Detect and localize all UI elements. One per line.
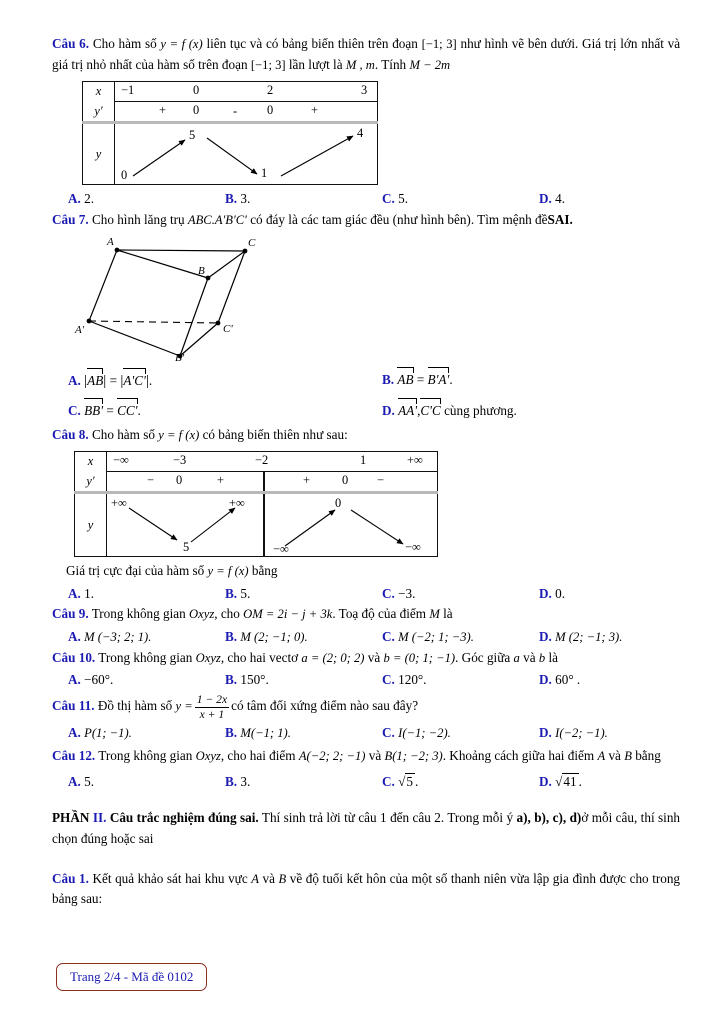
option-cau7-b-value: AB = B'A'.	[397, 372, 452, 387]
svg-text:A: A	[107, 236, 114, 249]
option-cau10-c-key: C.	[382, 672, 395, 688]
option-cau9-c-key: C.	[382, 628, 395, 644]
cau6-yvalue-1: 5	[189, 128, 196, 143]
part2-heading-tail: ở mỗi câu, thí sinh chọn đúng hoặc sai	[52, 810, 681, 846]
option-cau7-a[interactable]	[52, 370, 366, 393]
cau8-sign-row	[107, 472, 438, 493]
option-cau9-d-key: D.	[539, 628, 552, 644]
options-cau6	[52, 189, 680, 209]
cau6-expression: M − 2m	[409, 57, 451, 72]
prism-diagram	[52, 234, 332, 362]
cau11-text-before: Đồ thị hàm số	[97, 698, 173, 714]
cau8-signR-2: −	[377, 473, 384, 488]
cau8-yvalueL-1: 5	[183, 540, 190, 555]
svg-text:C: C	[248, 237, 256, 250]
option-cau10-b-key: B.	[225, 672, 238, 688]
cau8-xtick-4: +∞	[407, 453, 423, 468]
option-cau7-a-value: |AB| = |A'C'|.	[84, 373, 153, 390]
option-cau8-a[interactable]	[52, 584, 209, 604]
cau6-function: y = f (x)	[160, 37, 203, 51]
cau10-vector-a: a = (2; 0; 2)	[301, 650, 365, 665]
cau9-text-before: Trong không gian	[91, 606, 186, 622]
cau6-sign-0: +	[159, 103, 166, 118]
part2-q1-text-and: và	[262, 870, 275, 886]
cau10-space: Oxyz	[195, 650, 221, 665]
option-cau12-d[interactable]	[523, 772, 680, 792]
cau11-fraction-denominator: x + 1	[199, 707, 225, 721]
cau8-text-after: có bảng biến thiên như sau:	[202, 426, 348, 442]
option-cau12-d-key: D.	[539, 774, 552, 790]
option-cau6-d-key: D.	[539, 191, 552, 207]
cau11-text-after: có tâm đối xứng điểm nào sau đây?	[231, 698, 419, 714]
option-cau6-a[interactable]	[52, 189, 209, 209]
cau9-point: M	[429, 607, 440, 622]
option-cau6-a-key: A.	[68, 191, 81, 207]
part2-question-cau1	[52, 869, 680, 910]
cau10-symbol-b: b	[538, 650, 546, 665]
option-cau11-a-key: A.	[68, 724, 81, 740]
option-cau6-a-value: 2.	[84, 191, 95, 207]
cau8-xtick-1: −3	[173, 453, 187, 468]
question-cau11-stem	[52, 693, 680, 721]
cau11-function-y: y =	[175, 699, 193, 714]
option-cau10-a-key: A.	[68, 672, 81, 688]
cau6-graph-cell	[115, 123, 378, 185]
variation-table-cau6	[82, 81, 378, 185]
question-label-cau9: Câu 9.	[52, 606, 89, 622]
cau8-function: y = f (x)	[158, 427, 200, 442]
question-label-cau8: Câu 8.	[52, 426, 89, 442]
option-cau8-b[interactable]	[209, 584, 366, 604]
option-cau9-b[interactable]	[209, 627, 366, 647]
options-cau8	[52, 584, 680, 604]
cau8-prompt-before: Giá trị cực đại của hàm số	[66, 563, 205, 579]
part2-q1-region-b: B	[278, 871, 287, 886]
variation-table-cau8-row-y	[75, 493, 438, 557]
option-cau7-c[interactable]	[52, 401, 366, 421]
cau12-point-b: B(1; −2; 3)	[384, 748, 443, 763]
option-cau11-c[interactable]	[366, 723, 523, 743]
variation-table-cau8-row-yprime	[75, 472, 438, 493]
question-cau7-stem	[52, 210, 680, 231]
cau6-interval-2: [−1; 3]	[250, 57, 286, 72]
cau7-prism-name: ABC.A′B′C′	[187, 212, 247, 227]
cau10-text-after: . Góc giữa	[455, 649, 511, 665]
question-label-cau7: Câu 7.	[52, 211, 89, 227]
cau12-symbol-a: A	[597, 748, 606, 763]
option-cau7-b-key: B.	[382, 372, 395, 388]
cau6-text-tail: lần lượt là	[288, 56, 343, 72]
cau8-signL-1: 0	[176, 473, 183, 488]
cau10-text-and: và	[367, 649, 381, 665]
variation-table-cau6-row-y	[83, 123, 378, 185]
option-cau6-b[interactable]	[209, 189, 366, 209]
option-cau9-a[interactable]	[52, 627, 209, 647]
cau10-text-va: và	[523, 649, 536, 665]
cau12-text-after: . Khoảng cách giữa hai điểm	[442, 747, 595, 763]
cau8-yvalueR-0: −∞	[273, 542, 289, 557]
cau6-sign-1: 0	[193, 103, 200, 118]
option-cau6-d-value: 4.	[555, 191, 566, 207]
question-label-cau10: Câu 10.	[52, 649, 96, 665]
part2-q1-text-after: về độ tuổi kết hôn của một số thanh niên vừa lập gia đình được cho trong bảng sau:	[52, 870, 681, 907]
cau8-prompt	[66, 561, 680, 582]
cau8-yvalueR-1: 0	[335, 496, 342, 511]
option-cau12-a[interactable]	[52, 772, 209, 792]
option-cau11-b-key: B.	[225, 724, 238, 740]
variation-table-cau6-row-x	[83, 82, 378, 102]
option-cau11-a-value: P(1; −1).	[84, 725, 132, 740]
options-cau11	[52, 723, 680, 743]
cau8-yvalueL-2: +∞	[229, 496, 245, 511]
cau11-fraction-numerator: 1 − 2x	[196, 693, 228, 707]
prism-figure-cau7	[52, 234, 680, 364]
cau6-sign-2: -	[233, 104, 238, 119]
question-cau12-stem	[52, 746, 680, 767]
option-cau10-d[interactable]	[523, 670, 680, 690]
cau9-text-end: là	[443, 606, 453, 622]
option-cau8-a-value: 1.	[84, 585, 95, 601]
cau8-xtick-3: 1	[360, 453, 367, 468]
option-cau9-b-key: B.	[225, 628, 238, 644]
cau12-text-end: bằng	[635, 747, 661, 763]
option-cau10-c[interactable]	[366, 670, 523, 690]
option-cau7-d-value: AA',C'C cùng phương.	[398, 403, 517, 418]
cau9-text-after: . Toạ độ của điểm	[332, 606, 427, 622]
question-cau9-stem	[52, 604, 680, 625]
option-cau11-c-key: C.	[382, 724, 395, 740]
cau6-row-label-y: y	[83, 123, 115, 185]
cau6-xtick-0: −1	[121, 83, 135, 98]
cau6-sign-row	[115, 102, 378, 123]
option-cau11-c-value: I(−1; −2).	[398, 725, 451, 740]
cau7-text-after: có đáy là các tam giác đều (như hình bên). Tìm mệnh đề	[250, 211, 548, 227]
option-cau10-b-value: 150°.	[240, 672, 269, 688]
part2-heading-prefix: PHẦN	[52, 810, 90, 826]
options-cau7-row1	[52, 370, 680, 393]
cau8-signL-2: +	[217, 473, 224, 488]
cau6-row-label-x: x	[83, 82, 115, 102]
options-cau10	[52, 670, 680, 690]
cau6-yvalue-2: 1	[261, 166, 268, 181]
cau11-fraction	[195, 693, 229, 721]
cau6-sign-4: +	[311, 103, 318, 118]
option-cau6-c-value: 5.	[398, 191, 409, 207]
page-footer-badge	[56, 963, 207, 991]
option-cau9-d-value: M (2; −1; 3).	[555, 629, 623, 644]
cau6-text-mid: liên tục và có bảng biến thiên trên đoạn	[206, 36, 418, 51]
cau8-signR-0: +	[303, 473, 310, 488]
cau12-point-a: A(−2; 2; −1)	[298, 748, 366, 763]
option-cau6-d[interactable]	[523, 189, 680, 209]
cau9-expression: OM = 2i − j + 3k	[243, 607, 333, 622]
option-cau12-c[interactable]	[366, 772, 523, 792]
option-cau9-c[interactable]	[366, 627, 523, 647]
question-cau8-stem	[52, 425, 680, 446]
cau7-emphasis: SAI.	[547, 211, 573, 227]
cau6-text-after: như hình vẽ bên dưới. Giá trị lớn nhất và giá trị nhỏ nhất của hàm số trên đoạn	[52, 36, 681, 72]
cau8-x-ticks	[107, 452, 438, 472]
cau6-xtick-1: 0	[193, 83, 200, 98]
option-cau7-c-value: BB' = CC'.	[84, 403, 141, 418]
option-cau10-a[interactable]	[52, 670, 209, 690]
option-cau12-b[interactable]	[209, 772, 366, 792]
option-cau10-c-value: 120°.	[398, 672, 427, 688]
option-cau10-d-key: D.	[539, 672, 552, 688]
option-cau8-d-value: 0.	[555, 585, 566, 601]
cau10-text-mid: , cho hai vectơ	[220, 649, 299, 665]
cau8-prompt-after: bằng	[251, 563, 278, 579]
option-cau10-d-value: 60° .	[555, 672, 581, 688]
option-cau7-c-key: C.	[68, 402, 81, 418]
option-cau8-c-value: −3.	[398, 585, 416, 601]
cau6-text-end: . Tính	[374, 56, 407, 72]
question-label-cau12: Câu 12.	[52, 747, 96, 763]
cau6-xtick-2: 2	[267, 83, 274, 98]
cau7-text-before: Cho hình lăng trụ	[91, 211, 185, 227]
cau9-text-mid: , cho	[214, 606, 240, 622]
cau8-xtick-0: −∞	[113, 453, 129, 468]
cau6-text-before: Cho hàm số	[92, 36, 157, 51]
cau8-yvalueL-0: +∞	[111, 496, 127, 511]
option-cau11-d-value: I(−2; −1).	[555, 725, 608, 740]
cau8-graph-cell	[107, 493, 438, 557]
option-cau12-c-key: C.	[382, 774, 395, 790]
option-cau7-b[interactable]	[366, 370, 680, 393]
option-cau9-d[interactable]	[523, 627, 680, 647]
options-cau12	[52, 772, 680, 792]
variation-table-cau6-row-yprime	[83, 102, 378, 123]
option-cau9-a-value: M (−3; 2; 1).	[84, 629, 152, 644]
options-cau9	[52, 627, 680, 647]
cau9-space: Oxyz	[189, 607, 215, 622]
option-cau7-a-key: A.	[68, 373, 81, 389]
option-cau12-a-value: 5.	[84, 774, 95, 790]
part2-heading	[52, 808, 680, 849]
cau8-prompt-func: y = f (x)	[207, 564, 249, 579]
cau8-asymptote-line-sign	[263, 472, 265, 491]
question-label-cau6: Câu 6.	[52, 36, 90, 51]
cau10-text-before: Trong không gian	[98, 649, 193, 665]
cau8-row-label-yprime: y'	[75, 472, 107, 493]
svg-text:A': A'	[75, 324, 85, 337]
option-cau6-b-key: B.	[225, 191, 238, 207]
option-cau9-c-value: M (−2; 1; −3).	[398, 629, 474, 644]
question-cau10-stem	[52, 648, 680, 669]
option-cau10-b[interactable]	[209, 670, 366, 690]
options-cau7-row2	[52, 401, 680, 421]
option-cau8-b-value: 5.	[240, 585, 251, 601]
option-cau6-b-value: 3.	[240, 191, 251, 207]
option-cau11-d[interactable]	[523, 723, 680, 743]
cau8-yvalueR-2: −∞	[405, 540, 421, 555]
page-footer-label: Trang 2/4 - Mã đề 0102	[70, 969, 194, 984]
cau8-xtick-2: −2	[255, 453, 269, 468]
variation-table-cau8-row-x	[75, 452, 438, 472]
cau10-text-end: là	[548, 649, 558, 665]
option-cau8-c[interactable]	[366, 584, 523, 604]
cau6-interval-1: [−1; 3]	[421, 37, 457, 51]
option-cau11-b-value: M(−1; 1).	[240, 725, 291, 740]
cau8-variation-arrows	[107, 494, 437, 556]
cau6-yvalue-0: 0	[121, 168, 128, 183]
variation-table-cau8	[74, 451, 438, 557]
option-cau9-a-key: A.	[68, 628, 81, 644]
cau8-row-label-y: y	[75, 493, 107, 557]
option-cau12-d-value: √41 .	[555, 774, 582, 790]
option-cau6-c-key: C.	[382, 191, 395, 207]
svg-text:B': B'	[175, 352, 185, 363]
cau8-signR-1: 0	[342, 473, 349, 488]
part2-heading-title: Câu trắc nghiệm đúng sai.	[109, 810, 259, 826]
cau6-yvalue-3: 4	[357, 126, 364, 141]
cau12-symbol-b: B	[624, 748, 632, 763]
option-cau6-c[interactable]	[366, 189, 523, 209]
option-cau9-b-value: M (2; −1; 0).	[240, 629, 308, 644]
cau12-text-before: Trong không gian	[98, 747, 193, 763]
cau12-text-mid: , cho hai điểm	[220, 747, 296, 763]
cau8-signL-0: −	[147, 473, 154, 488]
option-cau8-a-key: A.	[68, 585, 81, 601]
question-label-cau11: Câu 11.	[52, 698, 95, 714]
svg-text:C': C'	[223, 323, 233, 336]
cau10-symbol-a: a	[513, 650, 520, 665]
part2-question-label: Câu 1.	[52, 870, 89, 886]
part2-heading-number: II.	[92, 810, 107, 826]
cau8-asymptote-line-graph	[263, 494, 265, 556]
page-content	[52, 34, 680, 911]
option-cau8-d[interactable]	[523, 584, 680, 604]
part2-heading-body: Thí sinh trả lời từ câu 1 đến câu 2. Trong mỗi ý	[261, 810, 514, 826]
cau12-text-and: và	[368, 747, 382, 763]
option-cau7-d[interactable]	[366, 401, 680, 421]
cau8-text: Cho hàm số	[91, 426, 155, 442]
option-cau8-c-key: C.	[382, 585, 395, 601]
option-cau12-b-key: B.	[225, 774, 238, 790]
option-cau11-d-key: D.	[539, 724, 552, 740]
cau12-text-va: và	[608, 747, 621, 763]
option-cau10-a-value: −60°.	[84, 672, 114, 688]
cau6-xtick-3: 3	[361, 83, 368, 98]
part2-q1-text-before: Kết quả khảo sát hai khu vực	[92, 870, 248, 886]
option-cau7-d-key: D.	[382, 402, 395, 418]
question-cau6-stem	[52, 34, 680, 75]
option-cau11-b[interactable]	[209, 723, 366, 743]
option-cau8-d-key: D.	[539, 585, 552, 601]
option-cau12-a-key: A.	[68, 774, 81, 790]
svg-text:B: B	[198, 265, 205, 278]
part2-q1-region-a: A	[251, 871, 259, 886]
option-cau11-a[interactable]	[52, 723, 209, 743]
cau6-variation-arrows	[115, 124, 377, 184]
cau10-vector-b: b = (0; 1; −1)	[383, 650, 456, 665]
cau6-sign-3: 0	[267, 103, 274, 118]
part2-heading-items: a), b), c), d)	[516, 810, 582, 826]
cau6-row-label-yprime: y'	[83, 102, 115, 123]
option-cau8-b-key: B.	[225, 585, 238, 601]
option-cau12-b-value: 3.	[240, 774, 251, 790]
cau6-symbols: M , m	[345, 57, 375, 72]
cau12-space: Oxyz	[195, 748, 221, 763]
cau6-x-ticks	[115, 82, 378, 102]
cau8-row-label-x: x	[75, 452, 107, 472]
option-cau12-c-value: √5 .	[398, 774, 419, 790]
